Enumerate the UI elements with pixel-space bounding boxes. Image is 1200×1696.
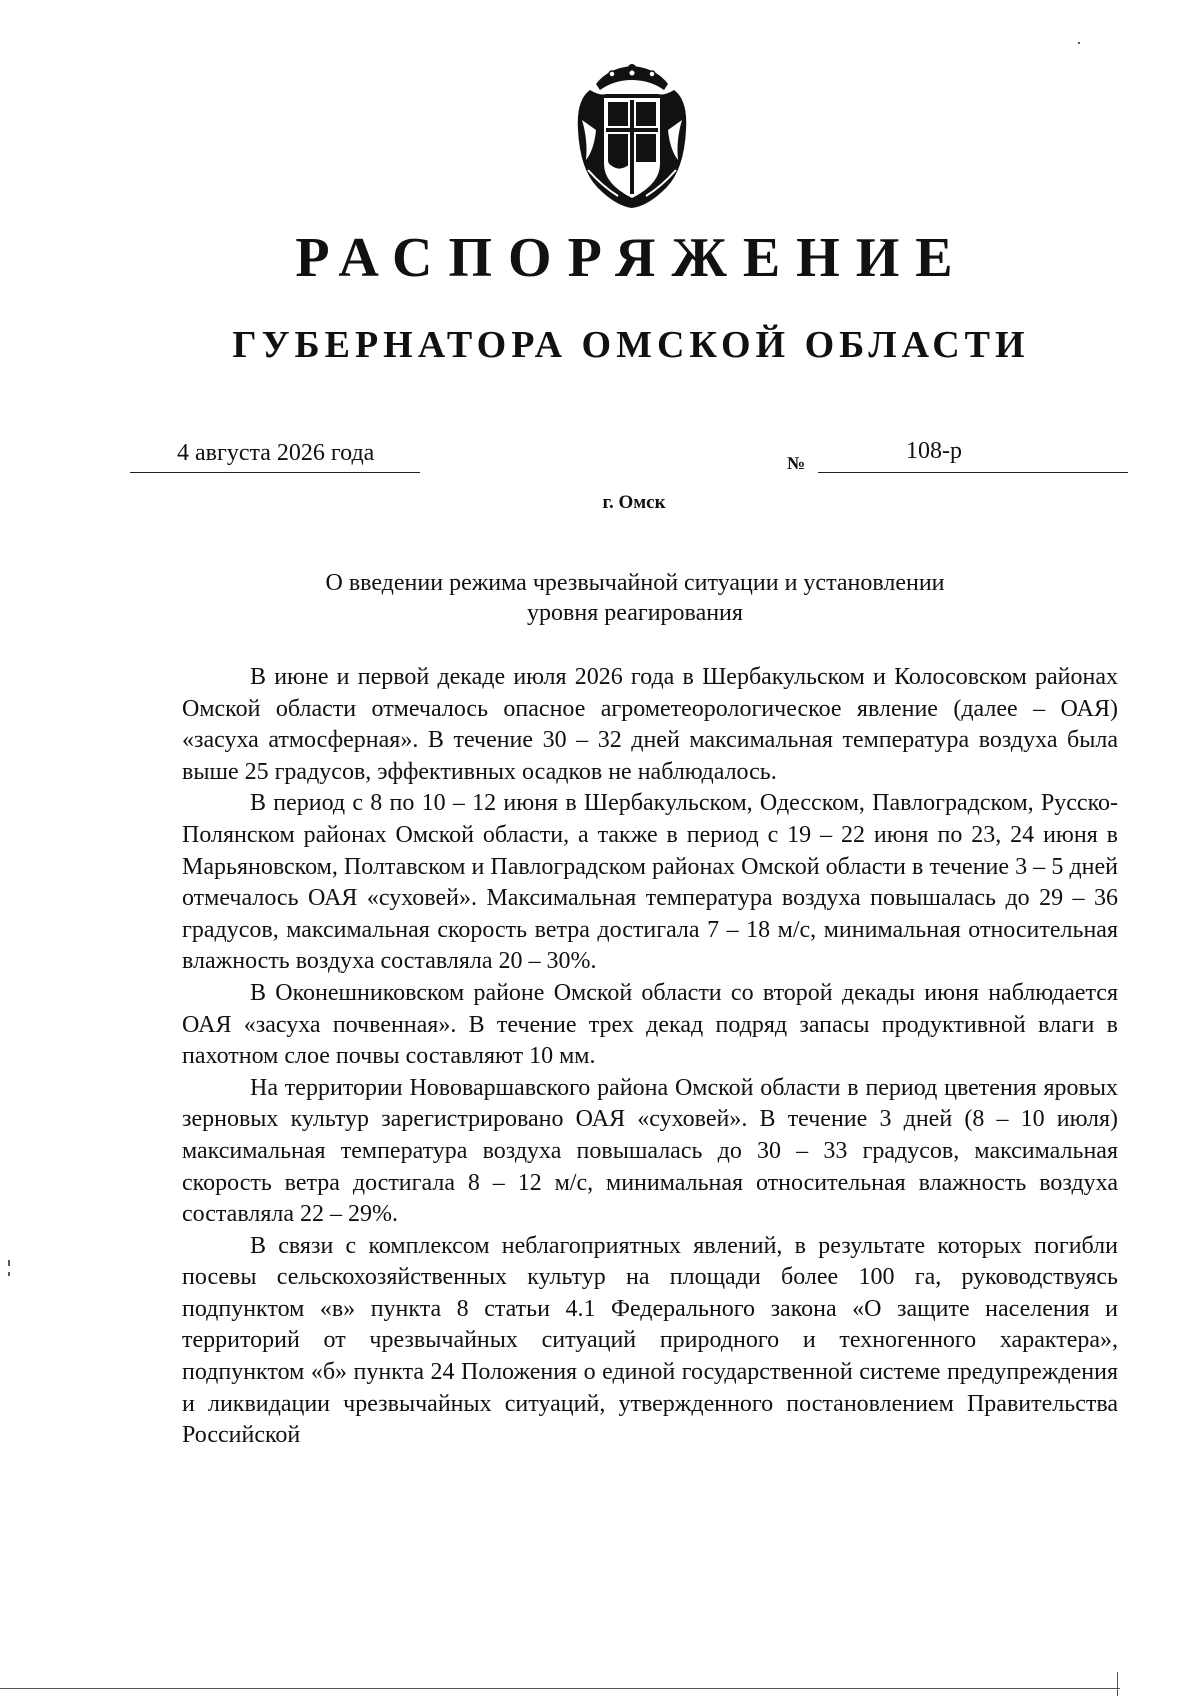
body-paragraph: В Оконешниковском районе Омской области со второй декады июня наблюдается ОАЯ «засуха почвенная». В течение трех декад подряд запасы продуктивной влаги в пахотном слое почвы составляют 10 мм.	[182, 979, 1118, 1070]
coat-of-arms-icon	[568, 60, 696, 212]
body-paragraph: В июне и первой декаде июля 2026 года в Шербакульском и Колосовском районах Омской области отмечалось опасное агрометеорологическое явление (далее – ОАЯ) «засуха атмосферная». В течение 30 – 32 дней максимальная температура воздуха была выше 25 градусов, эффективных осадков не наблюдалось.	[182, 664, 1118, 785]
body-paragraph: В период с 8 по 10 – 12 июня в Шербакульском, Одесском, Павлоградском, Русско-Полянском районах Омской области, а также в период с 19 – 22 июня по 23, 24 июня в Марьяновском, Полтавском и Павлоградском районах Омской области в течение 3 – 5 дней отмечалось ОАЯ «суховей». Максимальная температура воздуха повышалась до 29 – 36 градусов, максимальная скорость ветра достигала 7 – 18 м/с, минимальная относительная влажность воздуха составляла 20 – 30%.	[182, 790, 1118, 975]
document-heading	[185, 568, 1085, 628]
body-paragraph: На территории Нововаршавского района Омской области в период цветения яровых зерновых культур зарегистрировано ОАЯ «суховей». В течение 3 дней (8 – 10 июля) максимальная температура воздуха повышалась до 30 – 33 градусов, максимальная скорость ветра достигала 8 – 12 м/с, минимальная относительная влажность воздуха составляла 22 – 29%.	[182, 1074, 1118, 1228]
document-body	[182, 662, 1118, 1452]
heading-line: уровня реагирования	[527, 600, 743, 626]
document-city: г. Омск	[602, 492, 666, 513]
number-sign: №	[787, 453, 806, 473]
document-number: 108-р	[906, 438, 962, 464]
document-date: 4 августа 2026 года	[177, 440, 375, 466]
heading-line: О введении режима чрезвычайной ситуации и установлении	[325, 570, 945, 596]
document-subtitle: ГУБЕРНАТОРА ОМСКОЙ ОБЛАСТИ	[232, 324, 1030, 366]
body-paragraph: В связи с комплексом неблагоприятных явлений, в результате которых погибли посевы сельскохозяйственных культур на площади более 100 га, руководствуясь подпунктом «в» пункта 8 статьи 4.1 Федерального закона «О защите населения и территорий от чрезвычайных ситуаций природного и техногенного характера», подпунктом «б» пункта 24 Положения о единой государственной системе предупреждения и ликвидации чрезвычайных ситуаций, утвержденного постановлением Правительства Российской	[182, 1232, 1118, 1449]
date-underline	[130, 472, 420, 473]
document-title: РАСПОРЯЖЕНИЕ	[295, 227, 969, 289]
number-underline	[818, 472, 1128, 473]
